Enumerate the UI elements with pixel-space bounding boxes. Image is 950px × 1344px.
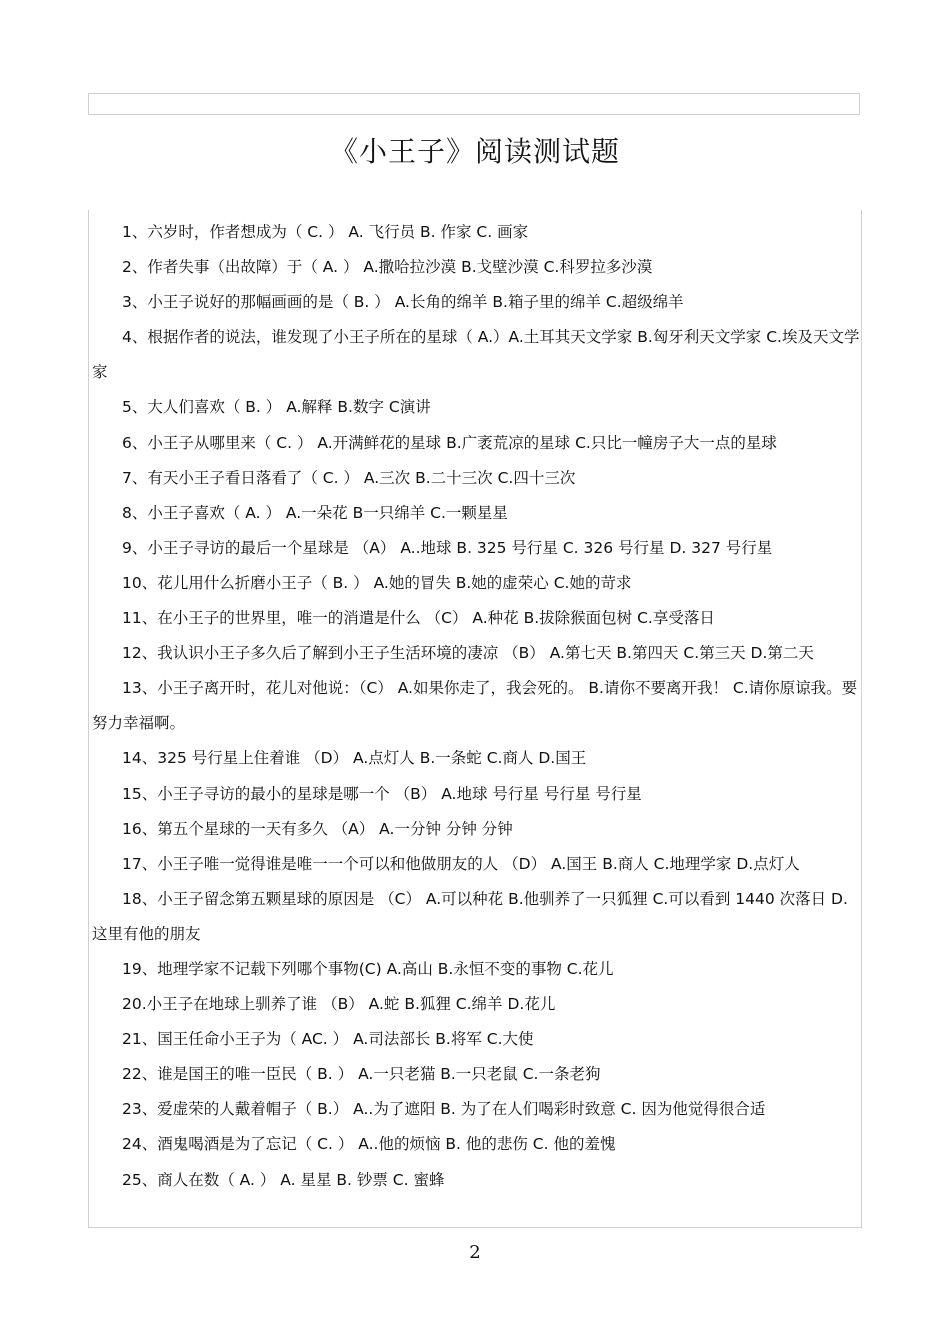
question-item: 12、我认识小王子多久后了解到小王子生活环境的凄凉 （B） A.第七天 B.第四天 C.第三天 D.第二天	[122, 644, 814, 663]
question-item: 24、酒鬼喝酒是为了忘记（ C. ） A..他的烦恼 B. 他的悲伤 C. 他的羞愧	[122, 1135, 616, 1154]
question-item: 21、国王任命小王子为（ AC. ） A.司法部长 B.将军 C.大使	[122, 1030, 534, 1049]
question-item: 4、根据作者的说法，谁发现了小王子所在的星球（ A.）A.土耳其天文学家 B.匈牙利天文学家 C.埃及天文学家	[92, 328, 860, 382]
question-item: 1、六岁时，作者想成为（ C. ） A. 飞行员 B. 作家 C. 画家	[122, 223, 529, 241]
question-item: 2、作者失事（出故障）于（ A. ） A.撒哈拉沙漠 B.戈壁沙漠 C.科罗拉多沙漠	[122, 258, 653, 277]
question-item: 15、小王子寻访的最小的星球是哪一个 （B） A.地球 号行星 号行星 号行星	[122, 784, 642, 803]
question-item: 20.小王子在地球上驯养了谁 （B） A.蛇 B.狐狸 C.绵羊 D.花儿	[122, 995, 556, 1014]
question-item: 9、小王子寻访的最后一个星球是 （A） A..地球 B. 325 号行星 C. 326 号行星 D. 327 号行星	[122, 538, 773, 557]
question-item: 22、谁是国王的唯一臣民（ B. ） A.一只老猫 B.一只老鼠 C.一条老狗	[122, 1065, 601, 1084]
question-item: 8、小王子喜欢（ A. ） A.一朵花 B一只绵羊 C.一颗星星	[122, 503, 508, 522]
question-list	[92, 215, 860, 1198]
page-number: 2	[469, 1242, 481, 1263]
page-header-frame	[88, 93, 860, 115]
question-item: 6、小王子从哪里来（ C. ） A.开满鲜花的星球 B.广袤荒凉的星球 C.只比一幢房子大一点的星球	[122, 433, 777, 452]
page-title: 《小王子》阅读测试题	[329, 135, 620, 168]
question-item: 17、小王子唯一觉得谁是唯一一个可以和他做朋友的人 （D） A.国王 B.商人 C.地理学家 D.点灯人	[122, 854, 800, 873]
question-item: 23、爱虚荣的人戴着帽子（ B.） A..为了遮阳 B. 为了在人们喝彩时致意 C. 因为他觉得很合适	[122, 1100, 766, 1119]
question-item: 25、商人在数（ A. ） A. 星星 B. 钞票 C. 蜜蜂	[122, 1170, 445, 1189]
question-item: 14、325 号行星上住着谁 （D） A.点灯人 B.一条蛇 C.商人 D.国王	[122, 749, 587, 768]
question-item: 3、小王子说好的那幅画画的是（ B. ） A.长角的绵羊 B.箱子里的绵羊 C.超级绵羊	[122, 293, 684, 312]
question-item: 11、在小王子的世界里，唯一的消遣是什么 （C） A.种花 B.拔除猴面包树 C.享受落日	[122, 609, 715, 628]
question-item: 10、花儿用什么折磨小王子（ B. ） A.她的冒失 B.她的虚荣心 C.她的苛求	[122, 573, 632, 592]
question-item: 18、小王子留念第五颗星球的原因是 （C） A.可以种花 B.他驯养了一只狐狸 C.可以看到 1440 次落日 D.这里有他的朋友	[92, 889, 848, 943]
question-item: 19、地理学家不记载下列哪个事物(C) A.高山 B.永恒不变的事物 C.花儿	[122, 959, 614, 978]
question-item: 16、第五个星球的一天有多久 （A） A.一分钟 分钟 分钟	[122, 819, 513, 838]
question-item: 7、有天小王子看日落看了（ C. ） A.三次 B.二十三次 C.四十三次	[122, 468, 576, 487]
question-item: 5、大人们喜欢（ B. ） A.解释 B.数字 C演讲	[122, 398, 431, 417]
question-item: 13、小王子离开时，花儿对他说：（C） A.如果你走了，我会死的。 B.请你不要离开我！ C.请你原谅我。要努力幸福啊。	[92, 679, 858, 733]
